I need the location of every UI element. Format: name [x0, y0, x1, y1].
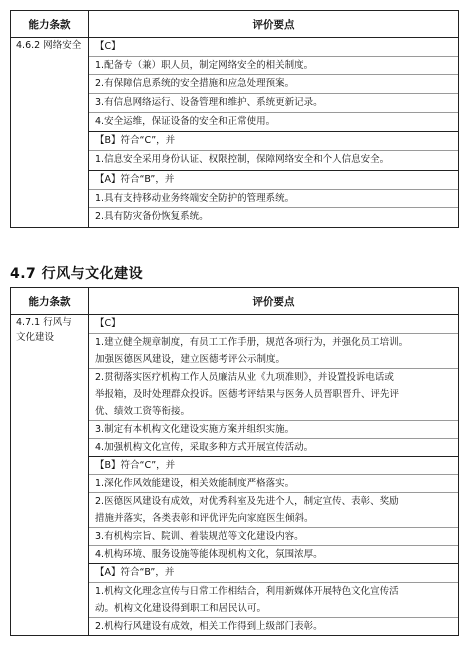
network-security-table	[10, 10, 459, 228]
list-item	[89, 369, 458, 421]
list-item	[89, 475, 458, 493]
list-item: 2.有保障信息系统的安全措施和应急处理预案。	[89, 75, 458, 94]
level-c-title: 【C】	[89, 38, 458, 57]
item-line: 2.贯彻落实医疗机构工作人员廉洁从业《九项准则》，并设置投诉电话或	[95, 371, 394, 383]
header-capability-clause: 能力条款	[11, 288, 89, 315]
item-line: 1.机构文化理念宣传与日常工作相结合，利用新媒体开展特色文化宣传活	[95, 586, 399, 598]
item-line: 举报箱，及时处理群众投诉。医德考评结果与医务人员晋职晋升、评先评	[95, 388, 400, 400]
list-item: 4.安全运维，保证设备的安全和正常使用。	[95, 115, 276, 127]
item-line: 3.有机构宗旨、院训、着装规范等文化建设内容。	[95, 531, 304, 543]
level-b-title: 【B】符合“C”，并	[89, 132, 458, 151]
list-item	[89, 334, 458, 369]
item-line: 2.机构行风建设有成效，相关工作得到上级部门表彰。	[95, 621, 323, 633]
list-item: 1.具有支持移动业务终端安全防护的管理系统。	[89, 190, 458, 209]
list-item	[89, 493, 458, 528]
conduct-culture-table	[10, 287, 459, 636]
list-item	[89, 546, 458, 563]
item-line: 4.加强机构文化宣传，采取多种方式开展宣传活动。	[95, 441, 314, 453]
clause-cell: 4.6.2 网络安全	[11, 38, 89, 228]
table-header-row	[11, 288, 459, 315]
level-a-group	[89, 171, 458, 227]
list-item	[89, 421, 458, 439]
item-line: 4.机构环境、服务设施等能体现机构文化，氛围浓厚。	[95, 549, 323, 561]
list-item	[89, 439, 458, 456]
level-c-group	[89, 38, 458, 132]
header-evaluation-points: 评价要点	[89, 288, 459, 315]
header-capability-clause: 能力条款	[11, 11, 89, 38]
level-a-title: 【A】符合“B”，并	[89, 564, 458, 583]
list-item: 3.有信息网络运行、设备管理和维护、系统更新记录。	[89, 94, 458, 113]
item-line: 1.建立健全规章制度，有员工工作手册，规范各项行为，并强化员工培训。	[95, 336, 409, 348]
item-line: 措施并落实，各类表彰和评优评先向家庭医生倾斜。	[95, 513, 314, 525]
evaluation-cell	[89, 38, 459, 228]
evaluation-cell	[89, 315, 459, 636]
clause-line: 文化建设	[16, 332, 55, 343]
table-header-row	[11, 11, 459, 38]
list-item: 2.具有防灾备份恢复系统。	[95, 211, 209, 223]
level-a-group	[89, 564, 458, 635]
item-line: 加强医德医风建设，建立医德考评公示制度。	[95, 353, 286, 365]
clause-cell	[11, 315, 89, 636]
item-line: 优、绩效工资等衔接。	[95, 405, 191, 417]
clause-line: 4.7.1 行风与	[16, 317, 72, 328]
section-heading: 4.7 行风与文化建设	[10, 266, 144, 282]
item-line: 1.深化作风效能建设，相关效能制度严格落实。	[95, 478, 295, 490]
list-item	[89, 618, 458, 635]
level-c-title: 【C】	[89, 315, 458, 334]
level-a-title: 【A】符合“B”，并	[89, 171, 458, 190]
item-line: 动。机构文化建设得到职工和居民认可。	[95, 603, 267, 615]
table-row	[11, 315, 459, 636]
level-b-title: 【B】符合“C”，并	[89, 457, 458, 476]
level-b-group	[89, 457, 458, 565]
list-item: 1.配备专（兼）职人员，制定网络安全的相关制度。	[89, 57, 458, 76]
list-item: 1.信息安全采用身份认证、权限控制，保障网络安全和个人信息安全。	[95, 154, 390, 166]
level-b-group	[89, 132, 458, 170]
item-line: 2.医德医风建设有成效，对优秀科室及先进个人，制定宣传、表彰、奖励	[95, 496, 399, 508]
level-c-group	[89, 315, 458, 457]
header-evaluation-points: 评价要点	[89, 11, 459, 38]
item-line: 3.制定有本机构文化建设实施方案并组织实施。	[95, 423, 295, 435]
table-row	[11, 38, 459, 228]
list-item	[89, 583, 458, 618]
list-item	[89, 528, 458, 546]
